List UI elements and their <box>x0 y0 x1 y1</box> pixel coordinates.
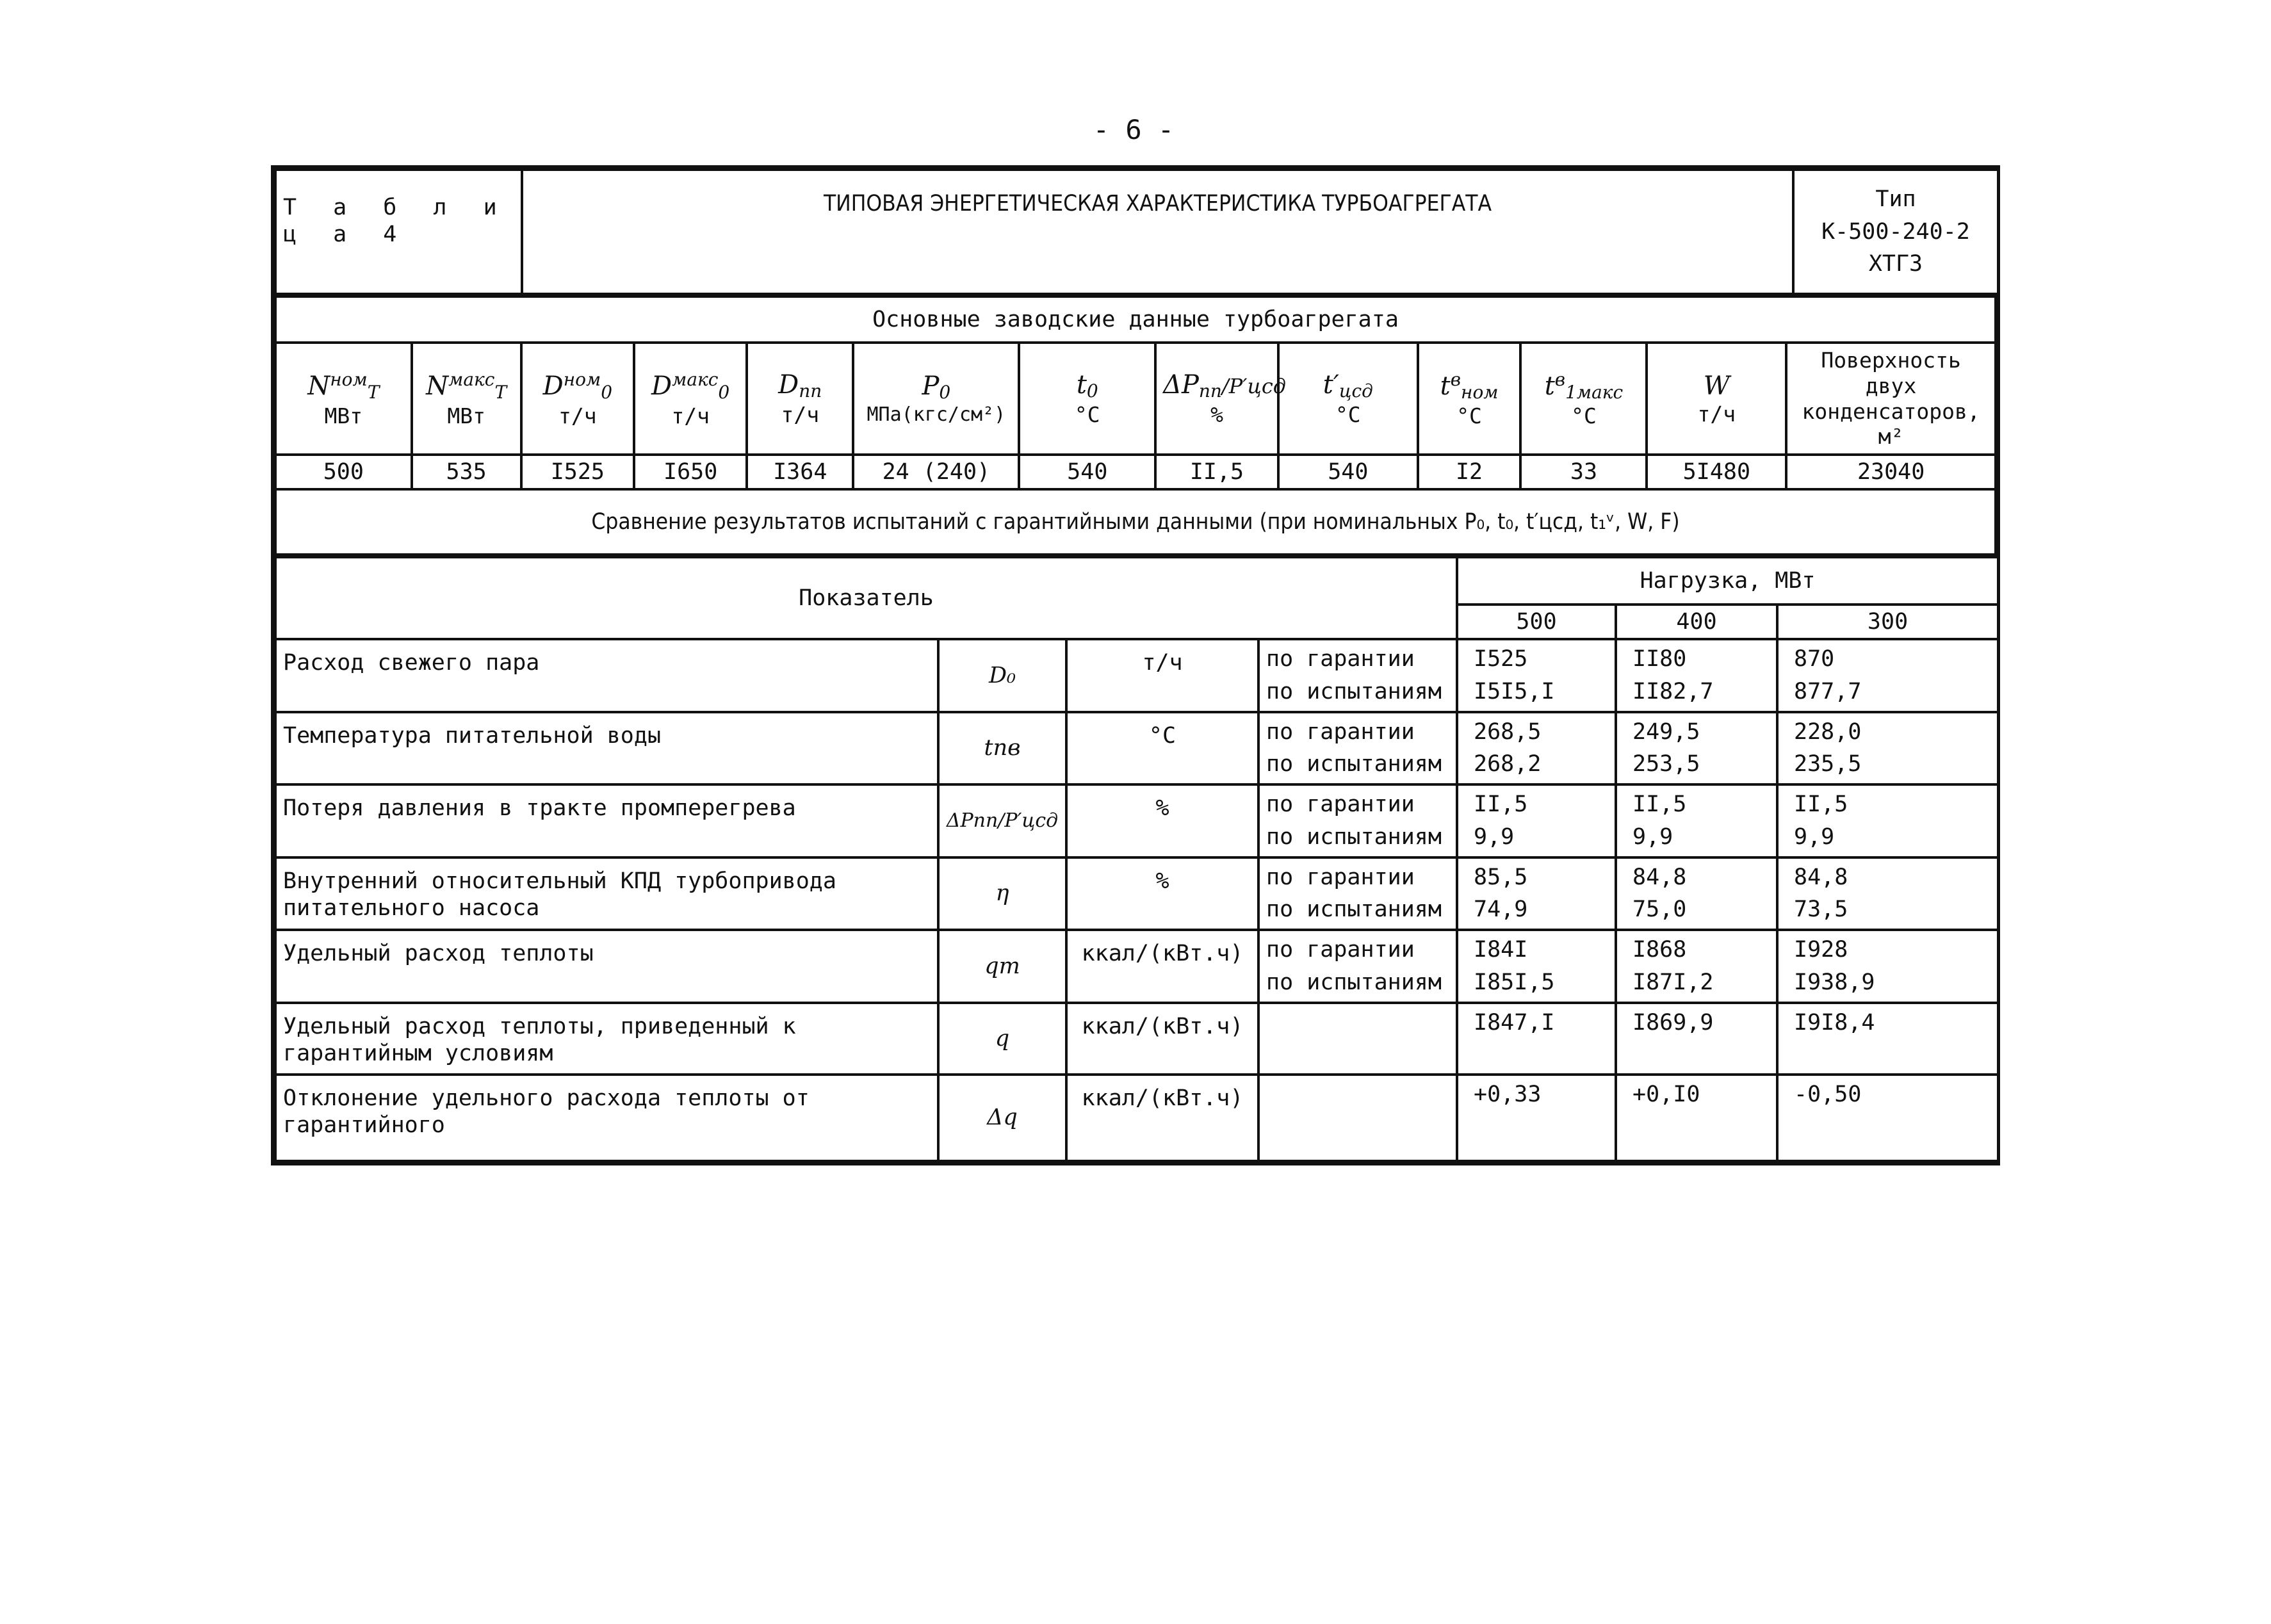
factory-value-11: 5I480 <box>1647 455 1786 489</box>
factory-param-4 <box>747 343 853 455</box>
value-cell-400 <box>1616 639 1777 712</box>
value-cell-300 <box>1777 1075 1998 1161</box>
indicator-unit: ккал/(кВт.ч) <box>1066 1075 1258 1161</box>
mode-cell <box>1258 784 1457 857</box>
factory-param-5 <box>853 343 1019 455</box>
value-cell-400 <box>1616 857 1777 930</box>
param-symbol: $t_0$ <box>1076 370 1098 402</box>
indicator-unit: °С <box>1066 712 1258 785</box>
value-test: 73,5 <box>1794 897 1848 923</box>
param-symbol: W <box>1703 371 1730 401</box>
value-cell-300 <box>1777 857 1998 930</box>
indicator-symbol: q <box>938 1003 1066 1075</box>
value-test: 9,9 <box>1794 824 1835 850</box>
value-guarantee: 870 <box>1794 646 1835 672</box>
param-symbol: $N^{ном}_Т$ <box>307 368 380 403</box>
mode-test: по испытаниям <box>1266 897 1442 923</box>
value-guarantee: 85,5 <box>1474 864 1528 890</box>
value-test: 877,7 <box>1794 678 1862 704</box>
indicator-symbol: η <box>938 857 1066 930</box>
factory-values-row <box>275 455 1996 489</box>
value-test: 75,0 <box>1632 897 1687 923</box>
factory-value-10: 33 <box>1520 455 1647 489</box>
indicator-unit: ккал/(кВт.ч) <box>1066 1003 1258 1075</box>
load-500: 500 <box>1457 605 1616 639</box>
indicator-symbol: tпв <box>938 712 1066 785</box>
value-guarantee: 84,8 <box>1632 864 1687 890</box>
indicator-name: Удельный расход теплоты <box>275 930 938 1003</box>
param-symbol: $t^в_{ном}$ <box>1440 368 1499 403</box>
factory-data-table <box>274 295 1997 556</box>
factory-param-1 <box>412 343 521 455</box>
value-guarantee: II,5 <box>1632 792 1687 817</box>
value-guarantee: I928 <box>1794 937 1848 962</box>
factory-value-6: 540 <box>1019 455 1155 489</box>
type-model: К-500-240-2 <box>1821 218 1970 245</box>
param-unit: °С <box>1571 403 1597 428</box>
factory-param-7 <box>1155 343 1287 455</box>
factory-param-9 <box>1418 343 1521 455</box>
value-cell-500 <box>1457 1075 1616 1161</box>
factory-value-4: I364 <box>747 455 853 489</box>
comparison-body <box>275 639 1998 1161</box>
indicator-unit: ккал/(кВт.ч) <box>1066 930 1258 1003</box>
table-row <box>275 639 1998 712</box>
mode-cell <box>1258 930 1457 1003</box>
value-guarantee: 228,0 <box>1794 719 1862 745</box>
factory-value-9: I2 <box>1418 455 1521 489</box>
mode-cell <box>1258 1075 1457 1161</box>
value-guarantee: II,5 <box>1794 792 1848 817</box>
indicator-name: Удельный расход теплоты, приведенный к гарантийным условиям <box>275 1003 938 1075</box>
factory-value-12: 23040 <box>1786 455 1996 489</box>
param-unit: МВт <box>447 403 485 428</box>
mode-cell <box>1258 857 1457 930</box>
param-unit: т/ч <box>671 403 710 428</box>
mode-test: по испытаниям <box>1266 678 1442 704</box>
value-guarantee: I525 <box>1474 646 1528 672</box>
param-symbol: $t'_{цсд}$ <box>1323 370 1373 402</box>
value-guarantee: +0,33 <box>1474 1081 1542 1107</box>
value-guarantee: 84,8 <box>1794 864 1848 890</box>
value-test: I5I5,I <box>1474 678 1555 704</box>
param-symbol: Поверхность двух конденсаторов, <box>1802 348 1980 424</box>
indicator-header: Показатель <box>275 557 1457 639</box>
value-guarantee: I9I8,4 <box>1794 1009 1875 1035</box>
param-unit: т/ч <box>1697 401 1736 426</box>
table-row <box>275 857 1998 930</box>
mode-test: по испытаниям <box>1266 969 1442 995</box>
page-number: - 6 - <box>1093 114 1175 145</box>
factory-value-7: II,5 <box>1155 455 1278 489</box>
comparison-table <box>274 556 1999 1162</box>
factory-header-row <box>275 343 1996 455</box>
param-symbol: $N^{макс}_Т$ <box>426 368 507 403</box>
indicator-name: Потеря давления в тракте промперегрева <box>275 784 938 857</box>
param-unit: м² <box>1878 424 1904 450</box>
factory-value-1: 535 <box>412 455 521 489</box>
table-row <box>275 1075 1998 1161</box>
indicator-symbol: qт <box>938 930 1066 1003</box>
value-cell-500 <box>1457 712 1616 785</box>
mode-cell <box>1258 1003 1457 1075</box>
table-row <box>275 1003 1998 1075</box>
value-guarantee: 249,5 <box>1632 719 1700 745</box>
value-test: II82,7 <box>1632 678 1714 704</box>
value-test: I87I,2 <box>1632 969 1714 995</box>
table-row <box>275 712 1998 785</box>
value-cell-300 <box>1777 1003 1998 1075</box>
value-cell-400 <box>1616 1003 1777 1075</box>
mode-guarantee: по гарантии <box>1266 719 1415 745</box>
indicator-name: Температура питательной воды <box>275 712 938 785</box>
value-guarantee: I847,I <box>1474 1009 1555 1035</box>
indicator-unit: % <box>1066 857 1258 930</box>
factory-value-5: 24 (240) <box>853 455 1019 489</box>
value-cell-300 <box>1777 639 1998 712</box>
value-test: 235,5 <box>1794 751 1862 777</box>
load-header: Нагрузка, МВт <box>1457 557 1998 605</box>
param-unit: % <box>1210 402 1223 427</box>
indicator-unit: % <box>1066 784 1258 857</box>
value-test: I85I,5 <box>1474 969 1555 995</box>
type-label: Тип <box>1875 186 1916 212</box>
factory-caption: Основные заводские данные турбоагрегата <box>275 296 1996 343</box>
table-title: ТИПОВАЯ ЭНЕРГЕТИЧЕСКАЯ ХАРАКТЕРИСТИКА ТУРБОАГРЕГАТА <box>522 170 1793 294</box>
value-test: I938,9 <box>1794 969 1875 995</box>
table-row <box>275 784 1998 857</box>
value-cell-300 <box>1777 930 1998 1003</box>
factory-value-2: I525 <box>521 455 634 489</box>
load-400: 400 <box>1616 605 1777 639</box>
table-header <box>274 168 1999 295</box>
factory-value-8: 540 <box>1278 455 1418 489</box>
param-unit: т/ч <box>781 402 820 427</box>
turbine-type <box>1793 170 1998 294</box>
mode-test: по испытаниям <box>1266 751 1442 777</box>
param-unit: °С <box>1335 402 1361 427</box>
param-symbol: $D_{пп}$ <box>778 370 822 402</box>
factory-param-12 <box>1786 343 1996 455</box>
value-cell-400 <box>1616 712 1777 785</box>
value-guarantee: I868 <box>1632 937 1687 962</box>
value-test: 9,9 <box>1632 824 1673 850</box>
characteristics-table <box>271 165 2000 1165</box>
mode-cell <box>1258 639 1457 712</box>
mode-test: по испытаниям <box>1266 824 1442 850</box>
value-guarantee: -0,50 <box>1794 1081 1862 1107</box>
value-test: 9,9 <box>1474 824 1515 850</box>
indicator-name: Расход свежего пара <box>275 639 938 712</box>
value-guarantee: I869,9 <box>1632 1009 1714 1035</box>
param-symbol: $\Delta P_{пп}/P'цсд$ <box>1163 370 1287 402</box>
value-cell-400 <box>1616 784 1777 857</box>
factory-param-11 <box>1647 343 1786 455</box>
value-guarantee: II80 <box>1632 646 1687 672</box>
table-label: Т а б л и ц а 4 <box>275 170 522 294</box>
value-cell-400 <box>1616 930 1777 1003</box>
value-guarantee: +0,I0 <box>1632 1081 1700 1107</box>
factory-value-3: I650 <box>634 455 747 489</box>
value-cell-500 <box>1457 857 1616 930</box>
indicator-name: Отклонение удельного расхода теплоты от гарантийного <box>275 1075 938 1161</box>
param-symbol: $D^{ном}_0$ <box>542 368 613 403</box>
param-unit: °С <box>1074 402 1100 427</box>
factory-param-8 <box>1278 343 1418 455</box>
indicator-symbol: ΔPпп/P′цсд <box>938 784 1066 857</box>
type-maker: ХТГЗ <box>1868 251 1923 277</box>
mode-guarantee: по гарантии <box>1266 937 1415 962</box>
comparison-caption: Сравнение результатов испытаний с гарантийными данными (при номинальных P₀, t₀, t′цсд, t₁ᵛ, W, F) <box>275 489 1996 555</box>
indicator-name: Внутренний относительный КПД турбопривода питательного насоса <box>275 857 938 930</box>
value-cell-400 <box>1616 1075 1777 1161</box>
indicator-unit: т/ч <box>1066 639 1258 712</box>
value-cell-500 <box>1457 639 1616 712</box>
indicator-symbol: D₀ <box>938 639 1066 712</box>
param-unit: °С <box>1456 403 1482 428</box>
value-test: 253,5 <box>1632 751 1700 777</box>
value-test: 74,9 <box>1474 897 1528 923</box>
mode-guarantee: по гарантии <box>1266 792 1415 817</box>
value-cell-500 <box>1457 930 1616 1003</box>
factory-param-6 <box>1019 343 1155 455</box>
value-cell-300 <box>1777 712 1998 785</box>
mode-guarantee: по гарантии <box>1266 864 1415 890</box>
param-symbol: $D^{макс}_0$ <box>651 368 730 403</box>
param-unit: МВт <box>324 403 363 428</box>
param-symbol: $t^в_{1макс}$ <box>1544 368 1624 403</box>
factory-value-0: 500 <box>275 455 412 489</box>
value-cell-500 <box>1457 784 1616 857</box>
table-row <box>275 930 1998 1003</box>
value-cell-500 <box>1457 1003 1616 1075</box>
factory-param-0 <box>275 343 412 455</box>
factory-param-10 <box>1520 343 1647 455</box>
param-unit: МПа(кгс/см²) <box>867 403 1006 426</box>
value-cell-300 <box>1777 784 1998 857</box>
param-unit: т/ч <box>558 403 597 428</box>
factory-param-3 <box>634 343 747 455</box>
value-guarantee: II,5 <box>1474 792 1528 817</box>
param-symbol: $P_0$ <box>922 371 951 403</box>
value-guarantee: 268,5 <box>1474 719 1542 745</box>
mode-cell <box>1258 712 1457 785</box>
mode-guarantee: по гарантии <box>1266 646 1415 672</box>
value-guarantee: I84I <box>1474 937 1528 962</box>
factory-param-2 <box>521 343 634 455</box>
indicator-symbol: Δq <box>938 1075 1066 1161</box>
load-300: 300 <box>1777 605 1998 639</box>
value-test: 268,2 <box>1474 751 1542 777</box>
